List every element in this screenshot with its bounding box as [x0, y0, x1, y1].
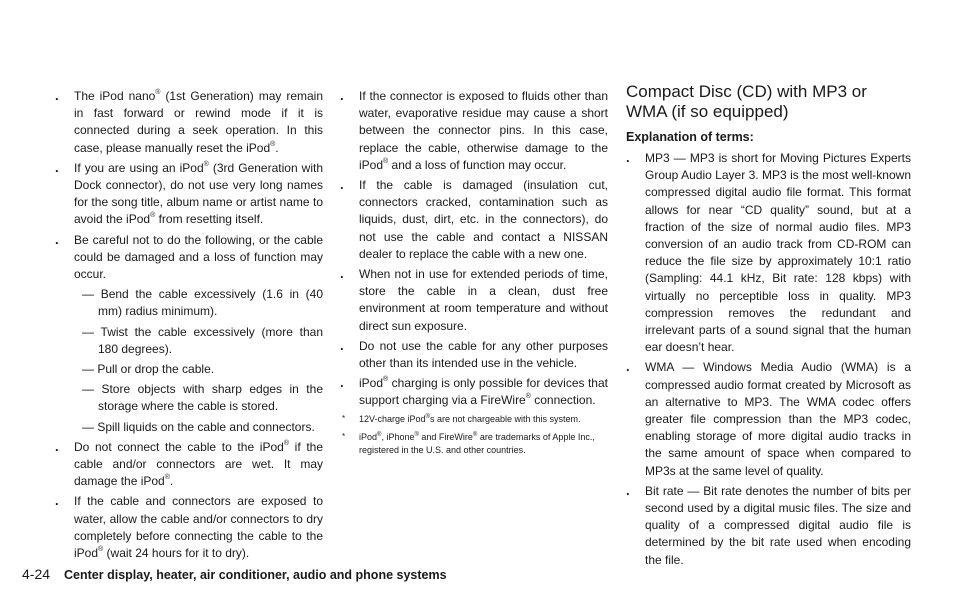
- bullet-dot: .: [626, 150, 630, 165]
- footnote-trademarks: * iPod®, iPhone® and FireWire® are trademarks of Apple Inc., registered in the U.S. and other countries.: [342, 432, 595, 455]
- bullet-dot: .: [55, 438, 59, 454]
- bullet-damaged-cable: . If the cable is damaged (insulation cut, connectors cracked, contamination such as liquids, dust, dirt, etc. in the connectors), do not use the cable and contact a NISSAN dealer to replace the cable with a new one.: [340, 177, 608, 261]
- bullet-fluids: . If the connector is exposed to fluids other than water, evaporative residue may cause a short between the connector pins. In this case, replace the cable, otherwise damage to the iPod® and a loss of function may occur.: [340, 88, 608, 172]
- bullet-dot: .: [340, 337, 344, 353]
- bullet-ipod-nano: . The iPod nano® (1st Generation) may remain in fast forward or rewind mode if it is connected during a seek operation. In this case, please manually reset the iPod®.: [55, 88, 323, 155]
- bullet-mp3: . MP3 — MP3 is short for Moving Pictures Experts Group Audio Layer 3. MP3 is the most well-known compressed digital audio file format. This format allows for near “CD quality” sound, but at a fraction of the size of normal audio files. MP3 conversion of an audio track from CD-ROM can reduce the file size by approximately 10:1 ratio (Sampling: 44.1 kHz, Bit rate: 128 kbps) with virtually no perceptible loss in quality. MP3 compression removes the redundant and irrelevant parts of a sound signal that the human ear doesn’t hear.: [626, 150, 911, 355]
- bullet-charging: . iPod® charging is only possible for devices that support charging via a FireWire® connection.: [340, 375, 608, 408]
- page-footer: [22, 566, 722, 582]
- bullet-wma: . WMA — Windows Media Audio (WMA) is a compressed audio format created by Microsoft as an alternative to MP3. The WMA codec offers greater file compression than the MP3 codec, enabling storage of more digital audio tracks in the same amount of space when compared to MP3s at the same level of quality.: [626, 359, 911, 478]
- bullet-dot: .: [626, 482, 630, 498]
- sub-item-bend: — Bend the cable excessively (1.6 in (40 mm) radius minimum).: [82, 287, 323, 319]
- bullet-dot: .: [340, 177, 344, 193]
- bullet-storage: . When not in use for extended periods of time, store the cable in a clean, dust free environment at room temperature and without direct sun exposure.: [340, 266, 608, 333]
- bullet-intended-use: . Do not use the cable for any other purposes other than its intended use in the vehicle.: [340, 337, 608, 371]
- bullet-dot: .: [340, 88, 344, 103]
- bullet-cable-care: . Be careful not to do the following, or the cable could be damaged and a loss of function may occur.: [55, 231, 323, 282]
- sub-item-store: — Store objects with sharp edges in the storage where the cable is stored.: [82, 382, 323, 414]
- column-right: [626, 82, 911, 572]
- footnote-marker: *: [342, 432, 346, 442]
- footnote-12v: * 12V-charge iPod®s are not chargeable with this system.: [342, 413, 581, 424]
- sub-item-twist: — Twist the cable excessively (more than 180 degrees).: [82, 324, 323, 356]
- page-number: 4-24: [22, 566, 51, 582]
- bullet-water-exposure: . If the cable and connectors are exposed to water, allow the cable and/or connectors to dry completely before connecting the cable to the iPod® (wait 24 hours for it to dry).: [55, 493, 323, 561]
- chapter-title: Center display, heater, air conditioner, audio and phone systems: [64, 568, 447, 582]
- section-heading: Compact Disc (CD) with MP3 or WMA (if so equipped): [626, 82, 867, 121]
- bullet-dot: .: [340, 375, 344, 391]
- bullet-dot: .: [55, 159, 59, 175]
- bullet-ipod-3rd-gen: . If you are using an iPod® (3rd Generation with Dock connector), do not use very long names for the song title, album name or artist name to avoid the iPod® from resetting itself.: [55, 159, 323, 227]
- sub-item-spill: — Spill liquids on the cable and connectors.: [82, 419, 315, 434]
- column-left: [55, 88, 323, 565]
- bullet-dot: .: [55, 231, 59, 247]
- bullet-dot: .: [340, 266, 344, 282]
- footnote-marker: *: [342, 413, 346, 423]
- sub-item-pull: — Pull or drop the cable.: [82, 362, 215, 377]
- bullet-bit-rate: . Bit rate — Bit rate denotes the number of bits per second used by a digital music files. The size and quality of a compressed digital audio file is determined by the bit rate used when encoding the file.: [626, 482, 911, 567]
- column-middle: [340, 88, 608, 462]
- bullet-dot: .: [626, 359, 630, 375]
- subheading: Explanation of terms:: [626, 130, 754, 144]
- bullet-dot: .: [55, 493, 59, 509]
- bullet-wet-cable: . Do not connect the cable to the iPod® if the cable and/or connectors are wet. It may damage the iPod®.: [55, 438, 324, 489]
- bullet-dot: .: [55, 88, 59, 103]
